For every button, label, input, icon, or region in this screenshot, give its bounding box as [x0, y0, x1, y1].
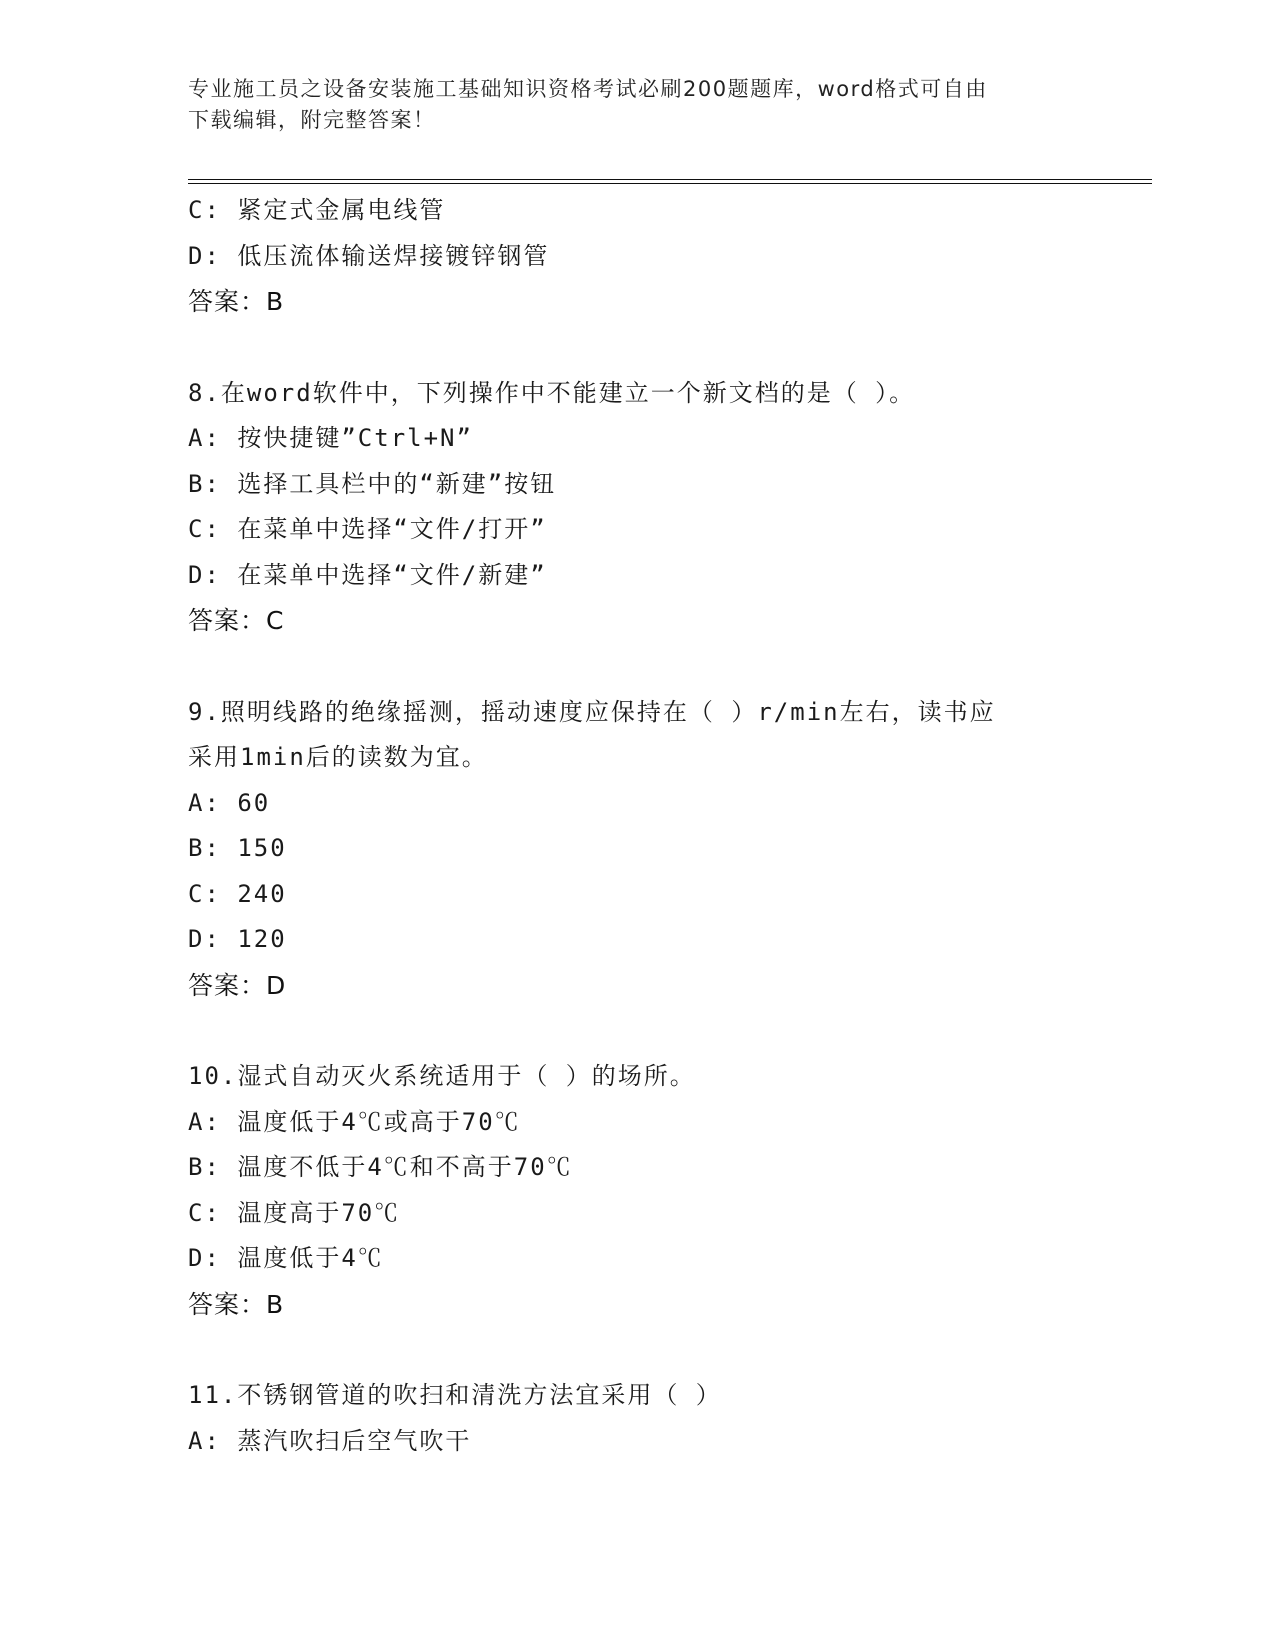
question-11	[188, 1373, 1152, 1464]
question-gap	[188, 644, 1152, 690]
question-stem: 8.在word软件中，下列操作中不能建立一个新文档的是（ ）。	[188, 378, 916, 407]
question-stem: 10.湿式自动灭火系统适用于（ ）的场所。	[188, 1062, 696, 1090]
option-a: A: 60	[188, 788, 271, 817]
option-d: D: 温度低于4℃	[188, 1244, 384, 1272]
header-line-1: 专业施工员之设备安装施工基础知识资格考试必刷200题题库，word格式可自由	[188, 77, 988, 101]
option-c: C: 240	[188, 879, 287, 908]
question-stem: 11.不锈钢管道的吹扫和清洗方法宜采用（ ）	[188, 1381, 722, 1409]
answer-line: 答案：B	[188, 1289, 285, 1319]
question-stem: 9.照明线路的绝缘摇测，摇动速度应保持在（ ）r/min左右，读书应	[188, 697, 996, 726]
question-list	[188, 188, 1152, 1464]
answer-line: 答案：B	[188, 287, 285, 316]
option-c: C: 温度高于70℃	[188, 1198, 401, 1227]
question-9	[188, 690, 1152, 1009]
option-b: B: 150	[188, 834, 287, 862]
option-a: A: 按快捷键”Ctrl+N”	[188, 424, 473, 452]
option-a: A: 温度低于4℃或高于70℃	[188, 1107, 521, 1136]
question-gap	[188, 1327, 1152, 1373]
option-b: B: 温度不低于4℃和不高于70℃	[188, 1153, 573, 1181]
option-d: D: 在菜单中选择“文件/新建”	[188, 560, 547, 589]
option-c: C: 紧定式金属电线管	[188, 196, 446, 224]
answer-line: 答案：C	[188, 606, 285, 635]
header-line-2: 下载编辑，附完整答案！	[188, 108, 436, 132]
question-stem-continued: 采用1min后的读数为宜。	[188, 743, 488, 771]
option-c: C: 在菜单中选择“文件/打开”	[188, 515, 547, 543]
document-header	[188, 74, 1088, 136]
question-8	[188, 371, 1152, 644]
option-d: D: 120	[188, 925, 287, 953]
question-gap	[188, 325, 1152, 371]
question-gap	[188, 1008, 1152, 1054]
option-d: D: 低压流体输送焊接镀锌钢管	[188, 241, 550, 270]
question-7-continued	[188, 188, 1152, 325]
option-a: A: 蒸汽吹扫后空气吹干	[188, 1426, 472, 1455]
header-double-rule	[188, 179, 1152, 184]
option-b: B: 选择工具栏中的“新建”按钮	[188, 469, 557, 498]
question-10	[188, 1054, 1152, 1327]
answer-line: 答案：D	[188, 970, 287, 1000]
